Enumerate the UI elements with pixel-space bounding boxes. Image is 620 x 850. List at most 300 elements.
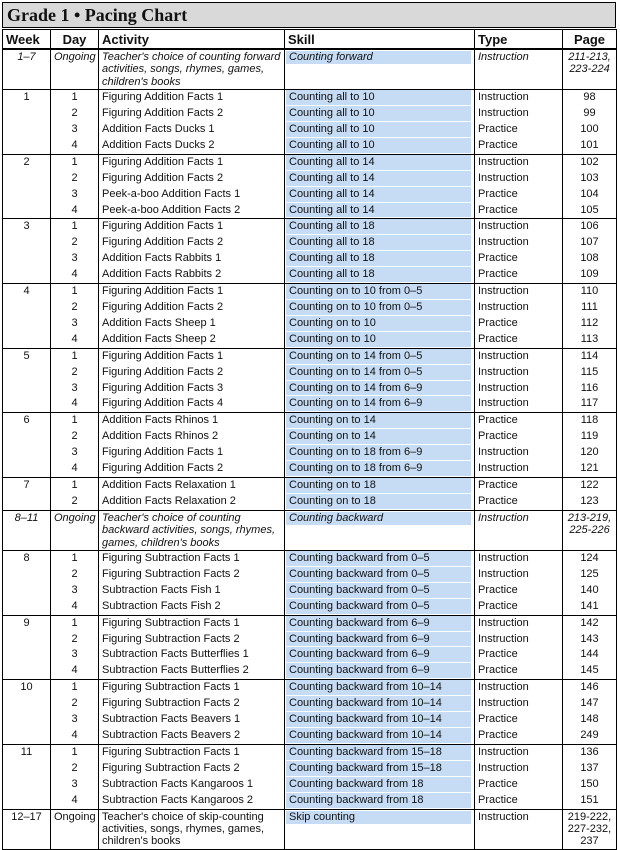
table-row <box>3 381 617 397</box>
week-cell <box>3 461 51 477</box>
page-cell: 120 <box>563 445 617 461</box>
table-row <box>3 793 617 809</box>
table-row <box>3 90 617 106</box>
activity-cell: Subtraction Facts Kangaroos 1 <box>99 777 285 793</box>
skill-cell <box>285 429 475 445</box>
day-cell: 4 <box>51 728 99 744</box>
activity-cell: Figuring Addition Facts 2 <box>99 106 285 122</box>
activity-cell: Figuring Addition Facts 4 <box>99 396 285 412</box>
week-cell <box>3 728 51 744</box>
skill-cell <box>285 106 475 122</box>
day-cell: 4 <box>51 663 99 679</box>
skill-highlight: Counting backward <box>286 512 471 526</box>
day-cell: Ongoing <box>51 49 99 90</box>
skill-cell <box>285 728 475 744</box>
header-activity: Activity <box>99 30 285 50</box>
page-cell: 140 <box>563 583 617 599</box>
page-cell: 101 <box>563 138 617 154</box>
skill-highlight: Counting all to 14 <box>286 155 471 171</box>
type-cell: Practice <box>475 122 563 138</box>
type-cell: Practice <box>475 494 563 510</box>
activity-cell: Addition Facts Ducks 2 <box>99 138 285 154</box>
week-cell <box>3 171 51 187</box>
activity-cell: Subtraction Facts Fish 1 <box>99 583 285 599</box>
table-row <box>3 106 617 122</box>
activity-cell: Figuring Addition Facts 1 <box>99 445 285 461</box>
table-row <box>3 599 617 615</box>
week-cell: 3 <box>3 219 51 235</box>
header-row <box>3 30 617 50</box>
skill-highlight: Counting backward from 18 <box>286 793 471 809</box>
type-cell: Practice <box>475 793 563 809</box>
day-cell: 1 <box>51 90 99 106</box>
day-cell: 2 <box>51 567 99 583</box>
day-cell: 3 <box>51 316 99 332</box>
week-cell: 5 <box>3 348 51 364</box>
skill-cell <box>285 632 475 648</box>
type-cell: Instruction <box>475 90 563 106</box>
skill-cell <box>285 809 475 849</box>
skill-highlight: Skip counting <box>286 811 471 825</box>
page-cell: 112 <box>563 316 617 332</box>
type-cell: Instruction <box>475 348 563 364</box>
table-row <box>3 187 617 203</box>
activity-cell: Figuring Addition Facts 1 <box>99 219 285 235</box>
skill-highlight: Counting backward from 0–5 <box>286 583 471 599</box>
skill-highlight: Counting on to 10 from 0–5 <box>286 284 471 300</box>
week-cell <box>3 696 51 712</box>
activity-cell: Addition Facts Rhinos 1 <box>99 413 285 429</box>
page-cell: 125 <box>563 567 617 583</box>
week-cell <box>3 793 51 809</box>
skill-highlight: Counting forward <box>286 51 471 65</box>
skill-highlight: Counting all to 10 <box>286 90 471 106</box>
page-cell: 211-213, 223-224 <box>563 49 617 90</box>
type-cell: Practice <box>475 728 563 744</box>
skill-cell <box>285 615 475 631</box>
day-cell: 2 <box>51 106 99 122</box>
skill-highlight: Counting all to 10 <box>286 106 471 122</box>
week-cell: 1 <box>3 90 51 106</box>
skill-highlight: Counting on to 14 from 6–9 <box>286 381 471 397</box>
type-cell: Practice <box>475 777 563 793</box>
skill-highlight: Counting on to 18 from 6–9 <box>286 445 471 461</box>
skill-cell <box>285 663 475 679</box>
day-cell: 3 <box>51 777 99 793</box>
page-cell: 109 <box>563 267 617 283</box>
table-row <box>3 494 617 510</box>
skill-cell <box>285 187 475 203</box>
type-cell: Instruction <box>475 300 563 316</box>
activity-cell: Addition Facts Ducks 1 <box>99 122 285 138</box>
type-cell: Practice <box>475 332 563 348</box>
type-cell: Practice <box>475 187 563 203</box>
activity-cell: Subtraction Facts Fish 2 <box>99 599 285 615</box>
type-cell: Instruction <box>475 154 563 170</box>
skill-highlight: Counting all to 14 <box>286 171 471 187</box>
activity-cell: Figuring Subtraction Facts 2 <box>99 761 285 777</box>
activity-cell: Figuring Addition Facts 2 <box>99 365 285 381</box>
skill-highlight: Counting all to 18 <box>286 219 471 235</box>
day-cell: 3 <box>51 445 99 461</box>
skill-cell <box>285 122 475 138</box>
week-cell <box>3 365 51 381</box>
activity-cell: Figuring Addition Facts 1 <box>99 90 285 106</box>
header-week: Week <box>3 30 51 50</box>
page-cell: 114 <box>563 348 617 364</box>
skill-highlight: Counting all to 14 <box>286 203 471 219</box>
skill-highlight: Counting on to 10 from 0–5 <box>286 300 471 316</box>
type-cell: Practice <box>475 138 563 154</box>
activity-cell: Addition Facts Rhinos 2 <box>99 429 285 445</box>
day-cell: 3 <box>51 583 99 599</box>
activity-cell: Figuring Subtraction Facts 2 <box>99 567 285 583</box>
table-row <box>3 712 617 728</box>
type-cell: Instruction <box>475 809 563 849</box>
activity-cell: Peek-a-boo Addition Facts 1 <box>99 187 285 203</box>
day-cell: 3 <box>51 381 99 397</box>
day-cell: 1 <box>51 284 99 300</box>
type-cell: Practice <box>475 712 563 728</box>
week-cell <box>3 494 51 510</box>
activity-cell: Peek-a-boo Addition Facts 2 <box>99 203 285 219</box>
table-row <box>3 316 617 332</box>
table-row <box>3 615 617 631</box>
page-cell: 113 <box>563 332 617 348</box>
table-row <box>3 332 617 348</box>
week-cell <box>3 567 51 583</box>
skill-cell <box>285 583 475 599</box>
table-row <box>3 413 617 429</box>
skill-highlight: Counting backward from 15–18 <box>286 745 471 761</box>
day-cell: 2 <box>51 429 99 445</box>
skill-cell <box>285 348 475 364</box>
table-row <box>3 171 617 187</box>
skill-highlight: Counting backward from 6–9 <box>286 647 471 663</box>
day-cell: 3 <box>51 187 99 203</box>
activity-cell: Subtraction Facts Butterflies 1 <box>99 647 285 663</box>
type-cell: Instruction <box>475 381 563 397</box>
page-cell: 100 <box>563 122 617 138</box>
week-cell <box>3 445 51 461</box>
week-cell <box>3 300 51 316</box>
table-row <box>3 744 617 760</box>
page-cell: 110 <box>563 284 617 300</box>
table-row <box>3 663 617 679</box>
skill-cell <box>285 445 475 461</box>
day-cell: 1 <box>51 744 99 760</box>
day-cell: 2 <box>51 300 99 316</box>
page-cell: 102 <box>563 154 617 170</box>
day-cell: 1 <box>51 551 99 567</box>
skill-cell <box>285 712 475 728</box>
page-cell: 141 <box>563 599 617 615</box>
day-cell: 1 <box>51 348 99 364</box>
type-cell: Instruction <box>475 171 563 187</box>
skill-cell <box>285 761 475 777</box>
day-cell: 1 <box>51 219 99 235</box>
activity-cell: Teacher's choice of counting backward activities, songs, rhymes, games, children's books <box>99 510 285 550</box>
header-type: Type <box>475 30 563 50</box>
skill-cell <box>285 300 475 316</box>
day-cell: 2 <box>51 171 99 187</box>
page-title: Grade 1 • Pacing Chart <box>2 2 616 28</box>
day-cell: 2 <box>51 632 99 648</box>
week-cell <box>3 203 51 219</box>
type-cell: Instruction <box>475 284 563 300</box>
type-cell: Instruction <box>475 761 563 777</box>
skill-highlight: Counting all to 18 <box>286 251 471 267</box>
day-cell: 4 <box>51 332 99 348</box>
skill-highlight: Counting on to 10 <box>286 332 471 348</box>
week-cell: 10 <box>3 680 51 696</box>
skill-cell <box>285 461 475 477</box>
activity-cell: Figuring Subtraction Facts 1 <box>99 680 285 696</box>
week-cell: 4 <box>3 284 51 300</box>
table-row <box>3 365 617 381</box>
table-row <box>3 647 617 663</box>
activity-cell: Figuring Addition Facts 1 <box>99 284 285 300</box>
table-row <box>3 777 617 793</box>
activity-cell: Figuring Addition Facts 1 <box>99 154 285 170</box>
page-cell: 144 <box>563 647 617 663</box>
page-cell: 142 <box>563 615 617 631</box>
week-cell <box>3 429 51 445</box>
activity-cell: Subtraction Facts Beavers 1 <box>99 712 285 728</box>
skill-highlight: Counting all to 18 <box>286 235 471 251</box>
week-cell <box>3 381 51 397</box>
activity-cell: Figuring Addition Facts 2 <box>99 300 285 316</box>
week-cell: 8 <box>3 551 51 567</box>
page-cell: 143 <box>563 632 617 648</box>
day-cell: 2 <box>51 494 99 510</box>
week-cell <box>3 663 51 679</box>
day-cell: 4 <box>51 267 99 283</box>
skill-highlight: Counting on to 14 <box>286 413 471 429</box>
skill-cell <box>285 138 475 154</box>
day-cell: 2 <box>51 761 99 777</box>
activity-cell: Figuring Subtraction Facts 2 <box>99 632 285 648</box>
page-cell: 146 <box>563 680 617 696</box>
skill-cell <box>285 793 475 809</box>
skill-cell <box>285 551 475 567</box>
skill-cell <box>285 647 475 663</box>
table-row <box>3 632 617 648</box>
week-cell <box>3 106 51 122</box>
table-row <box>3 728 617 744</box>
day-cell: 2 <box>51 696 99 712</box>
week-cell: 9 <box>3 615 51 631</box>
week-cell <box>3 316 51 332</box>
page-cell: 145 <box>563 663 617 679</box>
week-cell <box>3 599 51 615</box>
activity-cell: Teacher's choice of counting forward activities, songs, rhymes, games, children's books <box>99 49 285 90</box>
week-cell: 11 <box>3 744 51 760</box>
table-row <box>3 477 617 493</box>
skill-cell <box>285 267 475 283</box>
week-cell <box>3 632 51 648</box>
table-row <box>3 348 617 364</box>
type-cell: Practice <box>475 477 563 493</box>
activity-cell: Subtraction Facts Beavers 2 <box>99 728 285 744</box>
week-cell <box>3 122 51 138</box>
day-cell: 4 <box>51 461 99 477</box>
week-cell <box>3 712 51 728</box>
type-cell: Instruction <box>475 49 563 90</box>
skill-cell <box>285 477 475 493</box>
type-cell: Practice <box>475 583 563 599</box>
skill-highlight: Counting backward from 10–14 <box>286 680 471 696</box>
type-cell: Instruction <box>475 696 563 712</box>
activity-cell: Addition Facts Sheep 2 <box>99 332 285 348</box>
type-cell: Instruction <box>475 365 563 381</box>
type-cell: Practice <box>475 316 563 332</box>
skill-highlight: Counting backward from 10–14 <box>286 696 471 712</box>
week-cell <box>3 647 51 663</box>
day-cell: 4 <box>51 599 99 615</box>
page-cell: 150 <box>563 777 617 793</box>
day-cell: Ongoing <box>51 510 99 550</box>
page-cell: 111 <box>563 300 617 316</box>
day-cell: 2 <box>51 365 99 381</box>
skill-cell <box>285 777 475 793</box>
skill-cell <box>285 365 475 381</box>
day-cell: 3 <box>51 712 99 728</box>
table-row <box>3 284 617 300</box>
week-cell: 8–11 <box>3 510 51 550</box>
header-skill: Skill <box>285 30 475 50</box>
table-row <box>3 138 617 154</box>
skill-highlight: Counting backward from 0–5 <box>286 567 471 583</box>
skill-cell <box>285 219 475 235</box>
week-cell <box>3 396 51 412</box>
week-cell <box>3 267 51 283</box>
page-cell: 118 <box>563 413 617 429</box>
skill-highlight: Counting on to 14 from 6–9 <box>286 396 471 412</box>
skill-cell <box>285 567 475 583</box>
week-cell: 2 <box>3 154 51 170</box>
table-row <box>3 396 617 412</box>
skill-highlight: Counting backward from 15–18 <box>286 761 471 777</box>
week-cell: 7 <box>3 477 51 493</box>
day-cell: 1 <box>51 680 99 696</box>
page-cell: 122 <box>563 477 617 493</box>
skill-cell <box>285 696 475 712</box>
activity-cell: Figuring Subtraction Facts 1 <box>99 744 285 760</box>
skill-cell <box>285 396 475 412</box>
page-cell: 213-219, 225-226 <box>563 510 617 550</box>
type-cell: Instruction <box>475 219 563 235</box>
activity-cell: Figuring Subtraction Facts 1 <box>99 615 285 631</box>
table-row <box>3 122 617 138</box>
week-cell <box>3 251 51 267</box>
skill-cell <box>285 680 475 696</box>
skill-cell <box>285 284 475 300</box>
type-cell: Practice <box>475 663 563 679</box>
skill-cell <box>285 251 475 267</box>
page-cell: 106 <box>563 219 617 235</box>
skill-highlight: Counting on to 14 from 0–5 <box>286 349 471 365</box>
type-cell: Instruction <box>475 106 563 122</box>
page-cell: 107 <box>563 235 617 251</box>
week-cell: 1–7 <box>3 49 51 90</box>
table-row <box>3 510 617 550</box>
type-cell: Instruction <box>475 510 563 550</box>
week-cell <box>3 761 51 777</box>
type-cell: Practice <box>475 429 563 445</box>
skill-cell <box>285 381 475 397</box>
type-cell: Instruction <box>475 744 563 760</box>
page-cell: 151 <box>563 793 617 809</box>
skill-cell <box>285 203 475 219</box>
pacing-chart-table <box>2 29 617 850</box>
day-cell: Ongoing <box>51 809 99 849</box>
skill-cell <box>285 413 475 429</box>
skill-cell <box>285 494 475 510</box>
skill-highlight: Counting on to 14 from 0–5 <box>286 365 471 381</box>
type-cell: Instruction <box>475 445 563 461</box>
type-cell: Practice <box>475 413 563 429</box>
table-row <box>3 583 617 599</box>
type-cell: Instruction <box>475 461 563 477</box>
table-row <box>3 203 617 219</box>
week-cell <box>3 235 51 251</box>
skill-highlight: Counting backward from 6–9 <box>286 632 471 648</box>
page-cell: 123 <box>563 494 617 510</box>
day-cell: 1 <box>51 615 99 631</box>
week-cell <box>3 777 51 793</box>
activity-cell: Teacher's choice of skip-counting activities, songs, rhymes, games, children's books <box>99 809 285 849</box>
skill-highlight: Counting all to 14 <box>286 187 471 203</box>
skill-highlight: Counting backward from 18 <box>286 777 471 793</box>
skill-highlight: Counting all to 18 <box>286 267 471 283</box>
activity-cell: Figuring Subtraction Facts 2 <box>99 696 285 712</box>
activity-cell: Figuring Addition Facts 1 <box>99 348 285 364</box>
week-cell <box>3 583 51 599</box>
page-cell: 103 <box>563 171 617 187</box>
skill-cell <box>285 171 475 187</box>
skill-cell <box>285 332 475 348</box>
skill-cell <box>285 744 475 760</box>
activity-cell: Addition Facts Relaxation 1 <box>99 477 285 493</box>
activity-cell: Figuring Addition Facts 2 <box>99 461 285 477</box>
activity-cell: Subtraction Facts Butterflies 2 <box>99 663 285 679</box>
table-row <box>3 267 617 283</box>
page-cell: 116 <box>563 381 617 397</box>
page-cell: 124 <box>563 551 617 567</box>
day-cell: 4 <box>51 396 99 412</box>
activity-cell: Addition Facts Relaxation 2 <box>99 494 285 510</box>
day-cell: 4 <box>51 203 99 219</box>
type-cell: Practice <box>475 599 563 615</box>
skill-cell <box>285 510 475 550</box>
skill-cell <box>285 316 475 332</box>
type-cell: Instruction <box>475 551 563 567</box>
page-cell: 117 <box>563 396 617 412</box>
skill-highlight: Counting backward from 0–5 <box>286 551 471 567</box>
skill-highlight: Counting on to 18 from 6–9 <box>286 461 471 477</box>
skill-highlight: Counting backward from 0–5 <box>286 599 471 615</box>
type-cell: Practice <box>475 647 563 663</box>
skill-highlight: Counting backward from 6–9 <box>286 663 471 679</box>
page-cell: 136 <box>563 744 617 760</box>
day-cell: 3 <box>51 251 99 267</box>
week-cell: 6 <box>3 413 51 429</box>
activity-cell: Subtraction Facts Kangaroos 2 <box>99 793 285 809</box>
week-cell <box>3 332 51 348</box>
skill-cell <box>285 235 475 251</box>
day-cell: 2 <box>51 235 99 251</box>
